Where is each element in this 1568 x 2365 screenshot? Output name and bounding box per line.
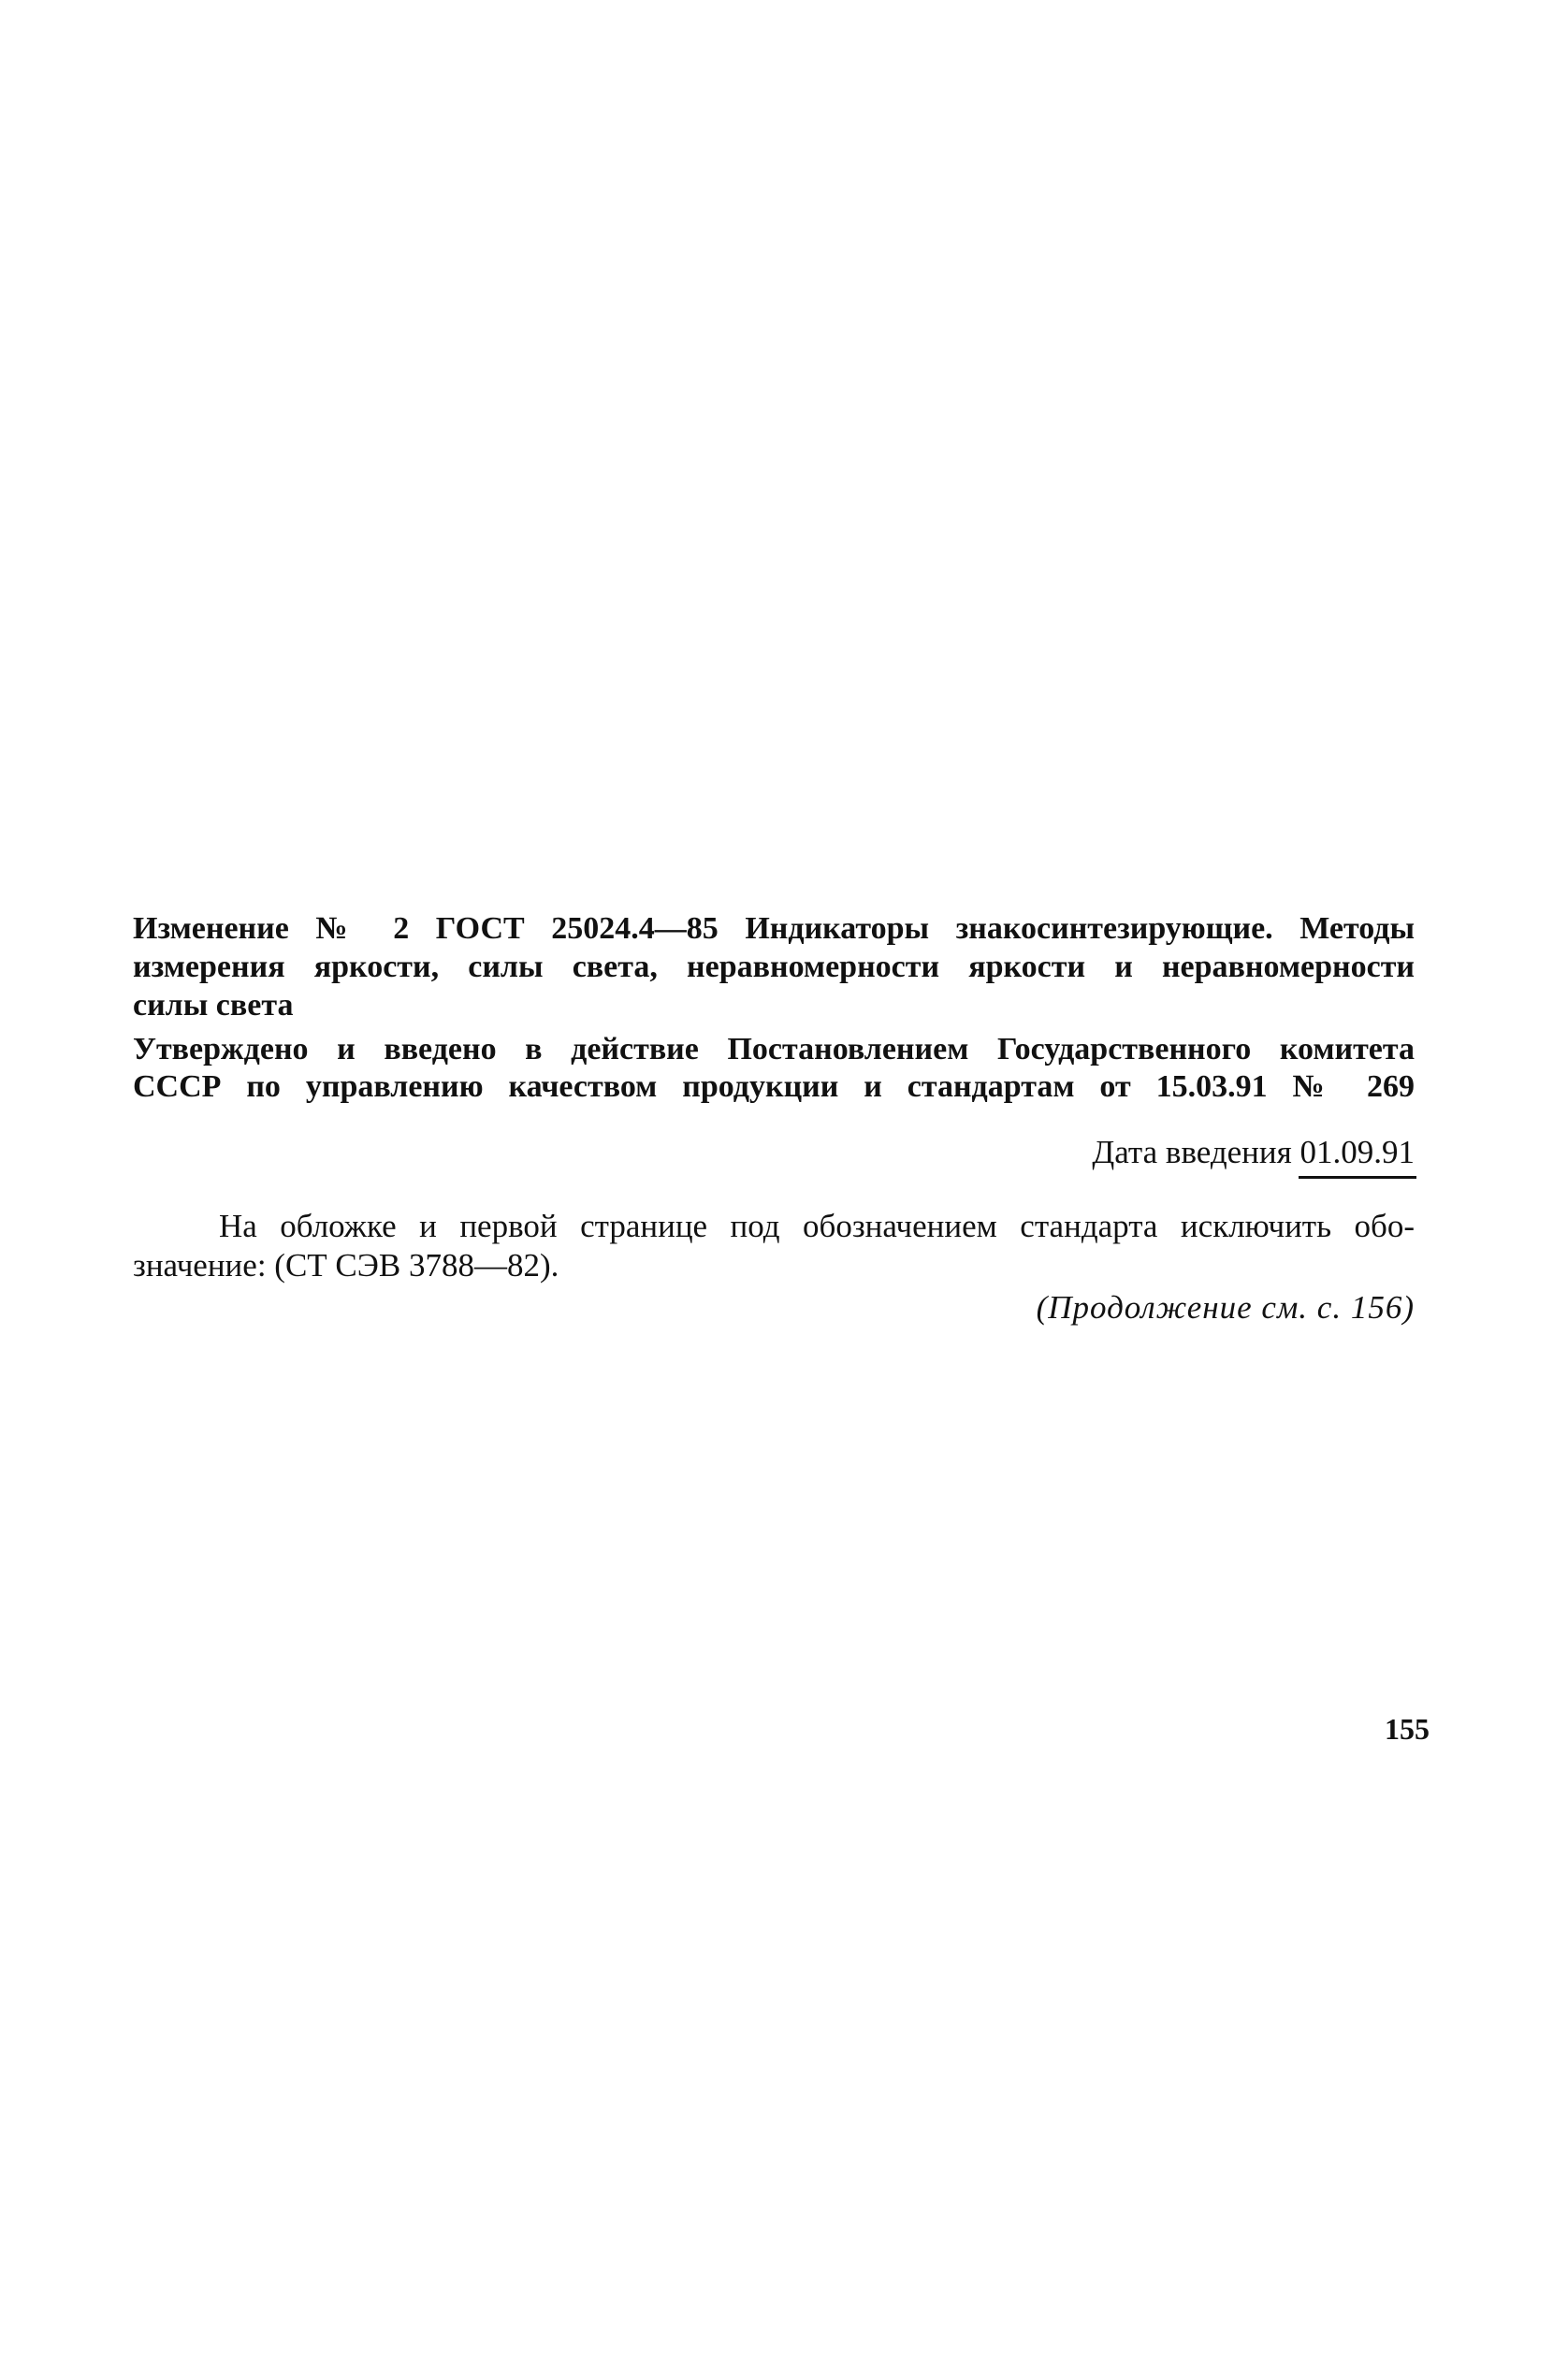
effective-date-value: 01.09.91 xyxy=(1300,1134,1416,1175)
amendment-text-line-1: На обложке и первой странице под обозначением стандарта исключить обо- xyxy=(219,1208,1415,1244)
approval-statement xyxy=(133,1031,1415,1106)
amendment-text-line-2: значение: (СТ СЭВ 3788—82). xyxy=(133,1247,559,1284)
approval-statement-line-2: СССР по управлению качеством продукции и стандартам от 15.03.91 № 269 xyxy=(133,1069,1415,1104)
change-notice-title-line-1: Изменение № 2 ГОСТ 25024.4—85 Индикаторы знакосинтезирующие. Методы xyxy=(133,911,1415,946)
page-number: 155 xyxy=(1385,1712,1430,1746)
change-notice-title xyxy=(133,909,1415,1024)
continuation-note: (Продолжение см. с. 156) xyxy=(1036,1289,1415,1326)
change-notice-title-line-3: силы света xyxy=(133,988,294,1023)
effective-date xyxy=(1092,1134,1415,1175)
amendment-text xyxy=(133,1207,1415,1285)
effective-date-label: Дата введения xyxy=(1092,1134,1292,1170)
approval-statement-line-1: Утверждено и введено в действие Постановлением Государственного комитета xyxy=(133,1032,1415,1066)
change-notice-title-line-2: измерения яркости, силы света, неравномерности яркости и неравномерности xyxy=(133,950,1415,984)
